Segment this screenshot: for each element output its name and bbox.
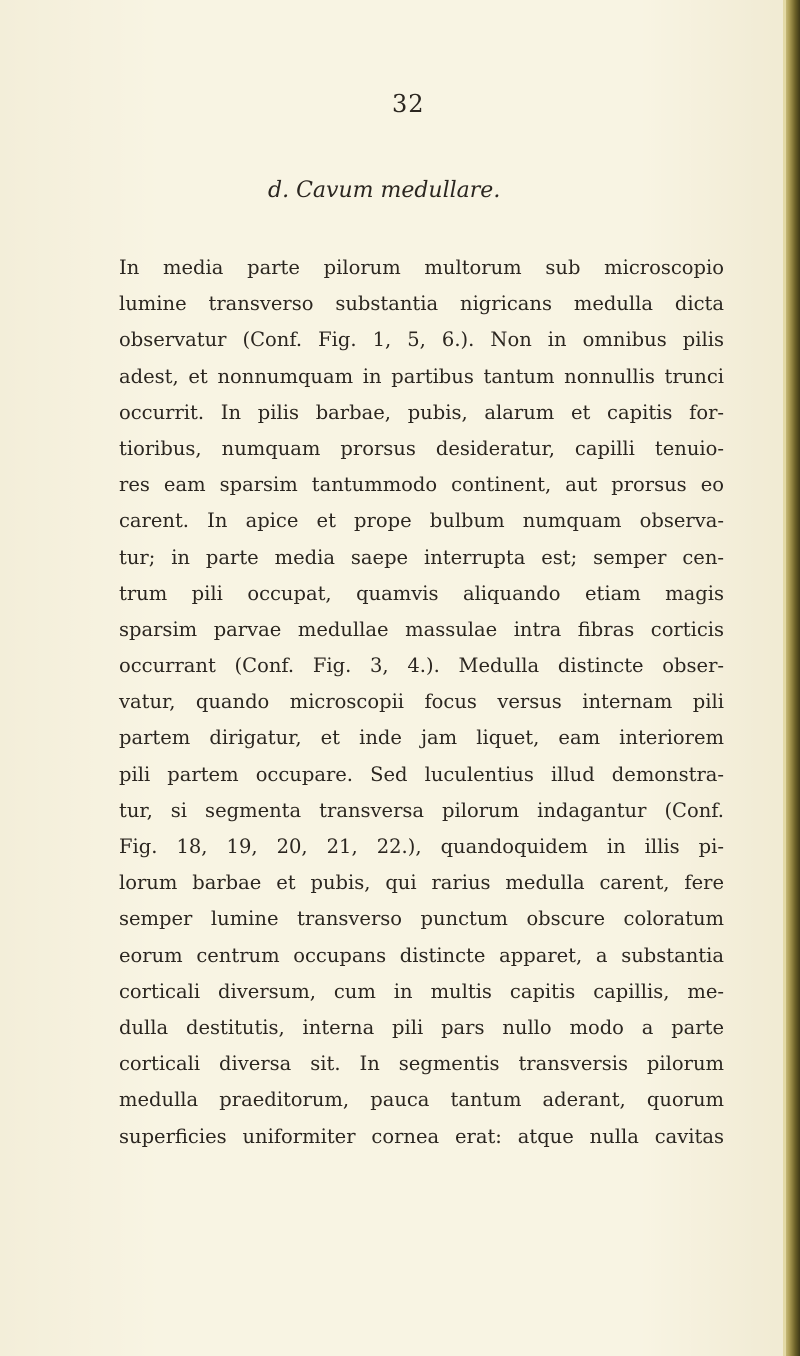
page-edge bbox=[784, 0, 800, 1356]
text-line: pili partem occupare. Sed luculentius illud demonstra- bbox=[119, 762, 724, 786]
text-line: sparsim parvae medullae massulae intra fibras corticis bbox=[119, 617, 724, 641]
text-line: vatur, quando microscopii focus versus internam pili bbox=[119, 690, 724, 714]
text-line: trum pili occupat, quamvis aliquando etiam magis bbox=[119, 581, 724, 605]
section-title: d. Cavum medullare. bbox=[268, 178, 501, 203]
text-line: res eam sparsim tantummodo continent, aut prorsus eo bbox=[119, 473, 724, 497]
text-line: Fig. 18, 19, 20, 21, 22.), quandoquidem in illis pi- bbox=[119, 835, 724, 858]
text-line: carent. In apice et prope bulbum numquam observa- bbox=[119, 509, 724, 533]
text-line: tioribus, numquam prorsus desideratur, capilli tenuio- bbox=[119, 436, 724, 460]
text-line: tur, si segmenta transversa pilorum indagantur (Conf. bbox=[119, 798, 724, 822]
page-edge-highlight bbox=[783, 0, 786, 1356]
text-line: partem dirigatur, et inde jam liquet, eam interiorem bbox=[119, 726, 724, 750]
text-line: superficies uniformiter cornea erat: atque nulla cavitas bbox=[119, 1124, 724, 1148]
text-line: eorum centrum occupans distincte apparet, a substantia bbox=[119, 943, 724, 967]
body-paragraph bbox=[119, 250, 724, 1155]
text-line: corticali diversa sit. In segmentis transversis pilorum bbox=[119, 1052, 724, 1076]
text-line: occurrit. In pilis barbae, pubis, alarum et capitis for- bbox=[119, 400, 724, 424]
text-line: tur; in parte media saepe interrupta est; semper cen- bbox=[119, 545, 724, 569]
text-line: lorum barbae et pubis, qui rarius medulla carent, fere bbox=[119, 871, 724, 895]
text-line: semper lumine transverso punctum obscure coloratum bbox=[119, 907, 724, 931]
text-line: observatur (Conf. Fig. 1, 5, 6.). Non in omnibus pilis bbox=[119, 328, 724, 352]
text-line: corticali diversum, cum in multis capitis capillis, me- bbox=[119, 979, 724, 1003]
page-number: 32 bbox=[392, 90, 425, 118]
text-line: adest, et nonnumquam in partibus tantum nonnullis trunci bbox=[119, 364, 724, 388]
text-line: medulla praeditorum, pauca tantum aderant, quorum bbox=[119, 1088, 724, 1112]
text-line: In media parte pilorum multorum sub microscopio bbox=[119, 256, 724, 279]
text-line: occurrant (Conf. Fig. 3, 4.). Medulla distincte obser- bbox=[119, 654, 724, 678]
text-line: lumine transverso substantia nigricans medulla dicta bbox=[119, 292, 724, 316]
text-line: dulla destitutis, interna pili pars nullo modo a parte bbox=[119, 1015, 724, 1039]
